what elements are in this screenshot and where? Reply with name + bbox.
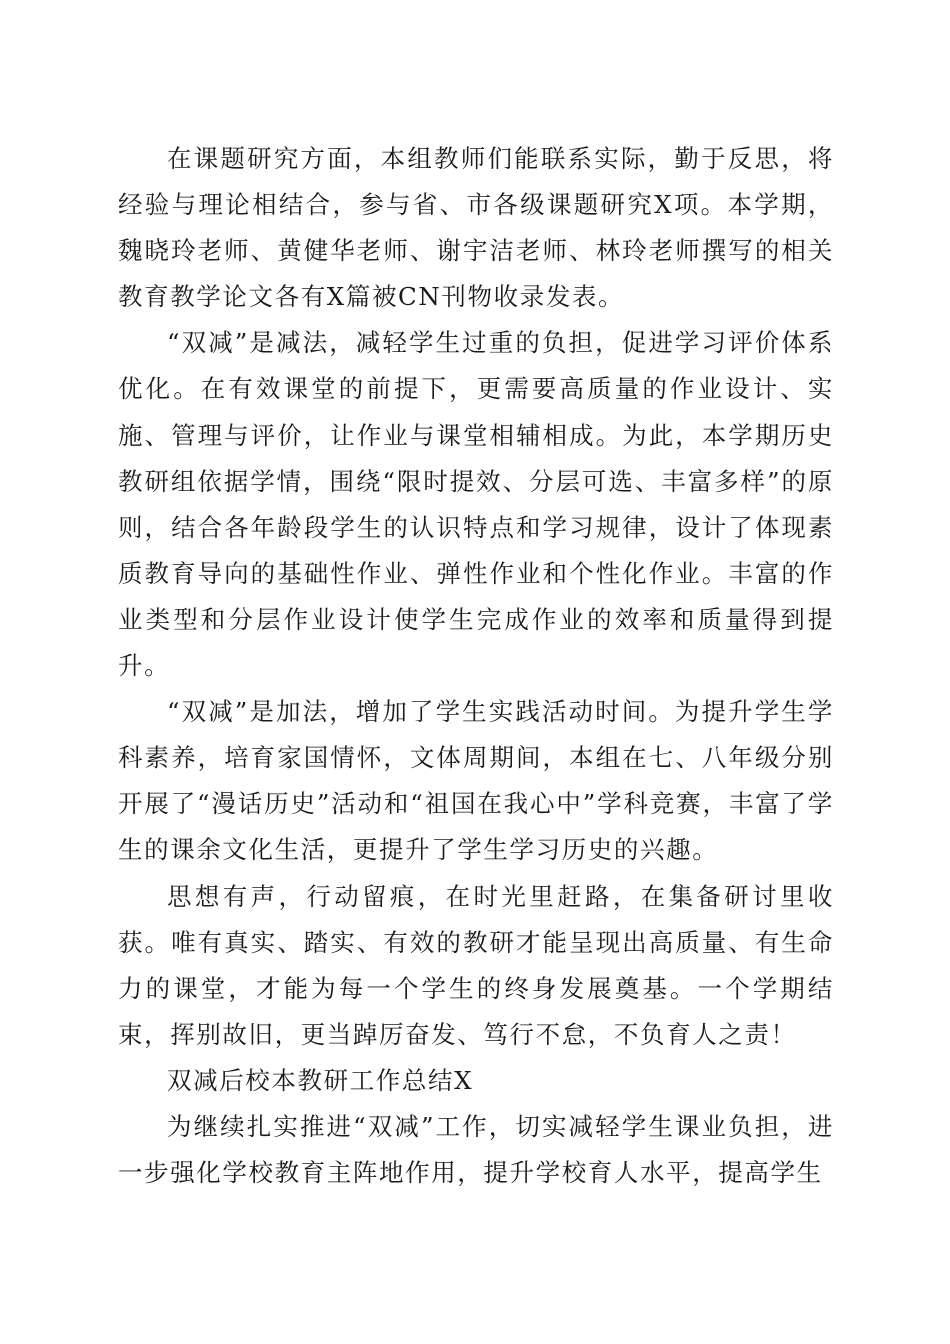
paragraph-conclusion: 思想有声，行动留痕，在时光里赶路，在集备研讨里收获。唯有真实、踏实、有效的教研才能呈现出高质量、有生命力的课堂，才能为每一个学生的终身发展奠基。一个学期结束，挥别故旧，更当踔厉奋发、笃行不怠，不负育人之责！ — [118, 881, 834, 1049]
section-heading: 双减后校本教研工作总结X — [167, 1065, 474, 1095]
paragraph-intro: 为继续扎实推进“双减”工作，切实减轻学生课业负担，进一步强化学校教育主阵地作用，提升学校育人水平，提高学生 — [118, 1111, 834, 1188]
paragraph-research: 在课题研究方面，本组教师们能联系实际，勤于反思，将经验与理论相结合，参与省、市各级课题研究X项。本学期，魏晓玲老师、黄健华老师、谢宇洁老师、林玲老师撰写的相关教育教学论文各有X篇被CN刊物收录发表。 — [118, 144, 834, 312]
document-body — [118, 136, 834, 1196]
paragraph-double-reduction-addition: “双减”是加法，增加了学生实践活动时间。为提升学生学科素养，培育家国情怀，文体周期间，本组在七、八年级分别开展了“漫话历史”活动和“祖国在我心中”学科竞赛，丰富了学生的课余文化生活，更提升了学生学习历史的兴趣。 — [118, 697, 834, 865]
paragraph-double-reduction-subtraction: “双减”是减法，减轻学生过重的负担，促进学习评价体系优化。在有效课堂的前提下，更需要高质量的作业设计、实施、管理与评价，让作业与课堂相辅相成。为此，本学期历史教研组依据学情，围绕“限时提效、分层可选、丰富多样”的原则，结合各年龄段学生的认识特点和学习规律，设计了体现素质教育导向的基础性作业、弹性作业和个性化作业。丰富的作业类型和分层作业设计使学生完成作业的效率和质量得到提升。 — [118, 328, 834, 681]
